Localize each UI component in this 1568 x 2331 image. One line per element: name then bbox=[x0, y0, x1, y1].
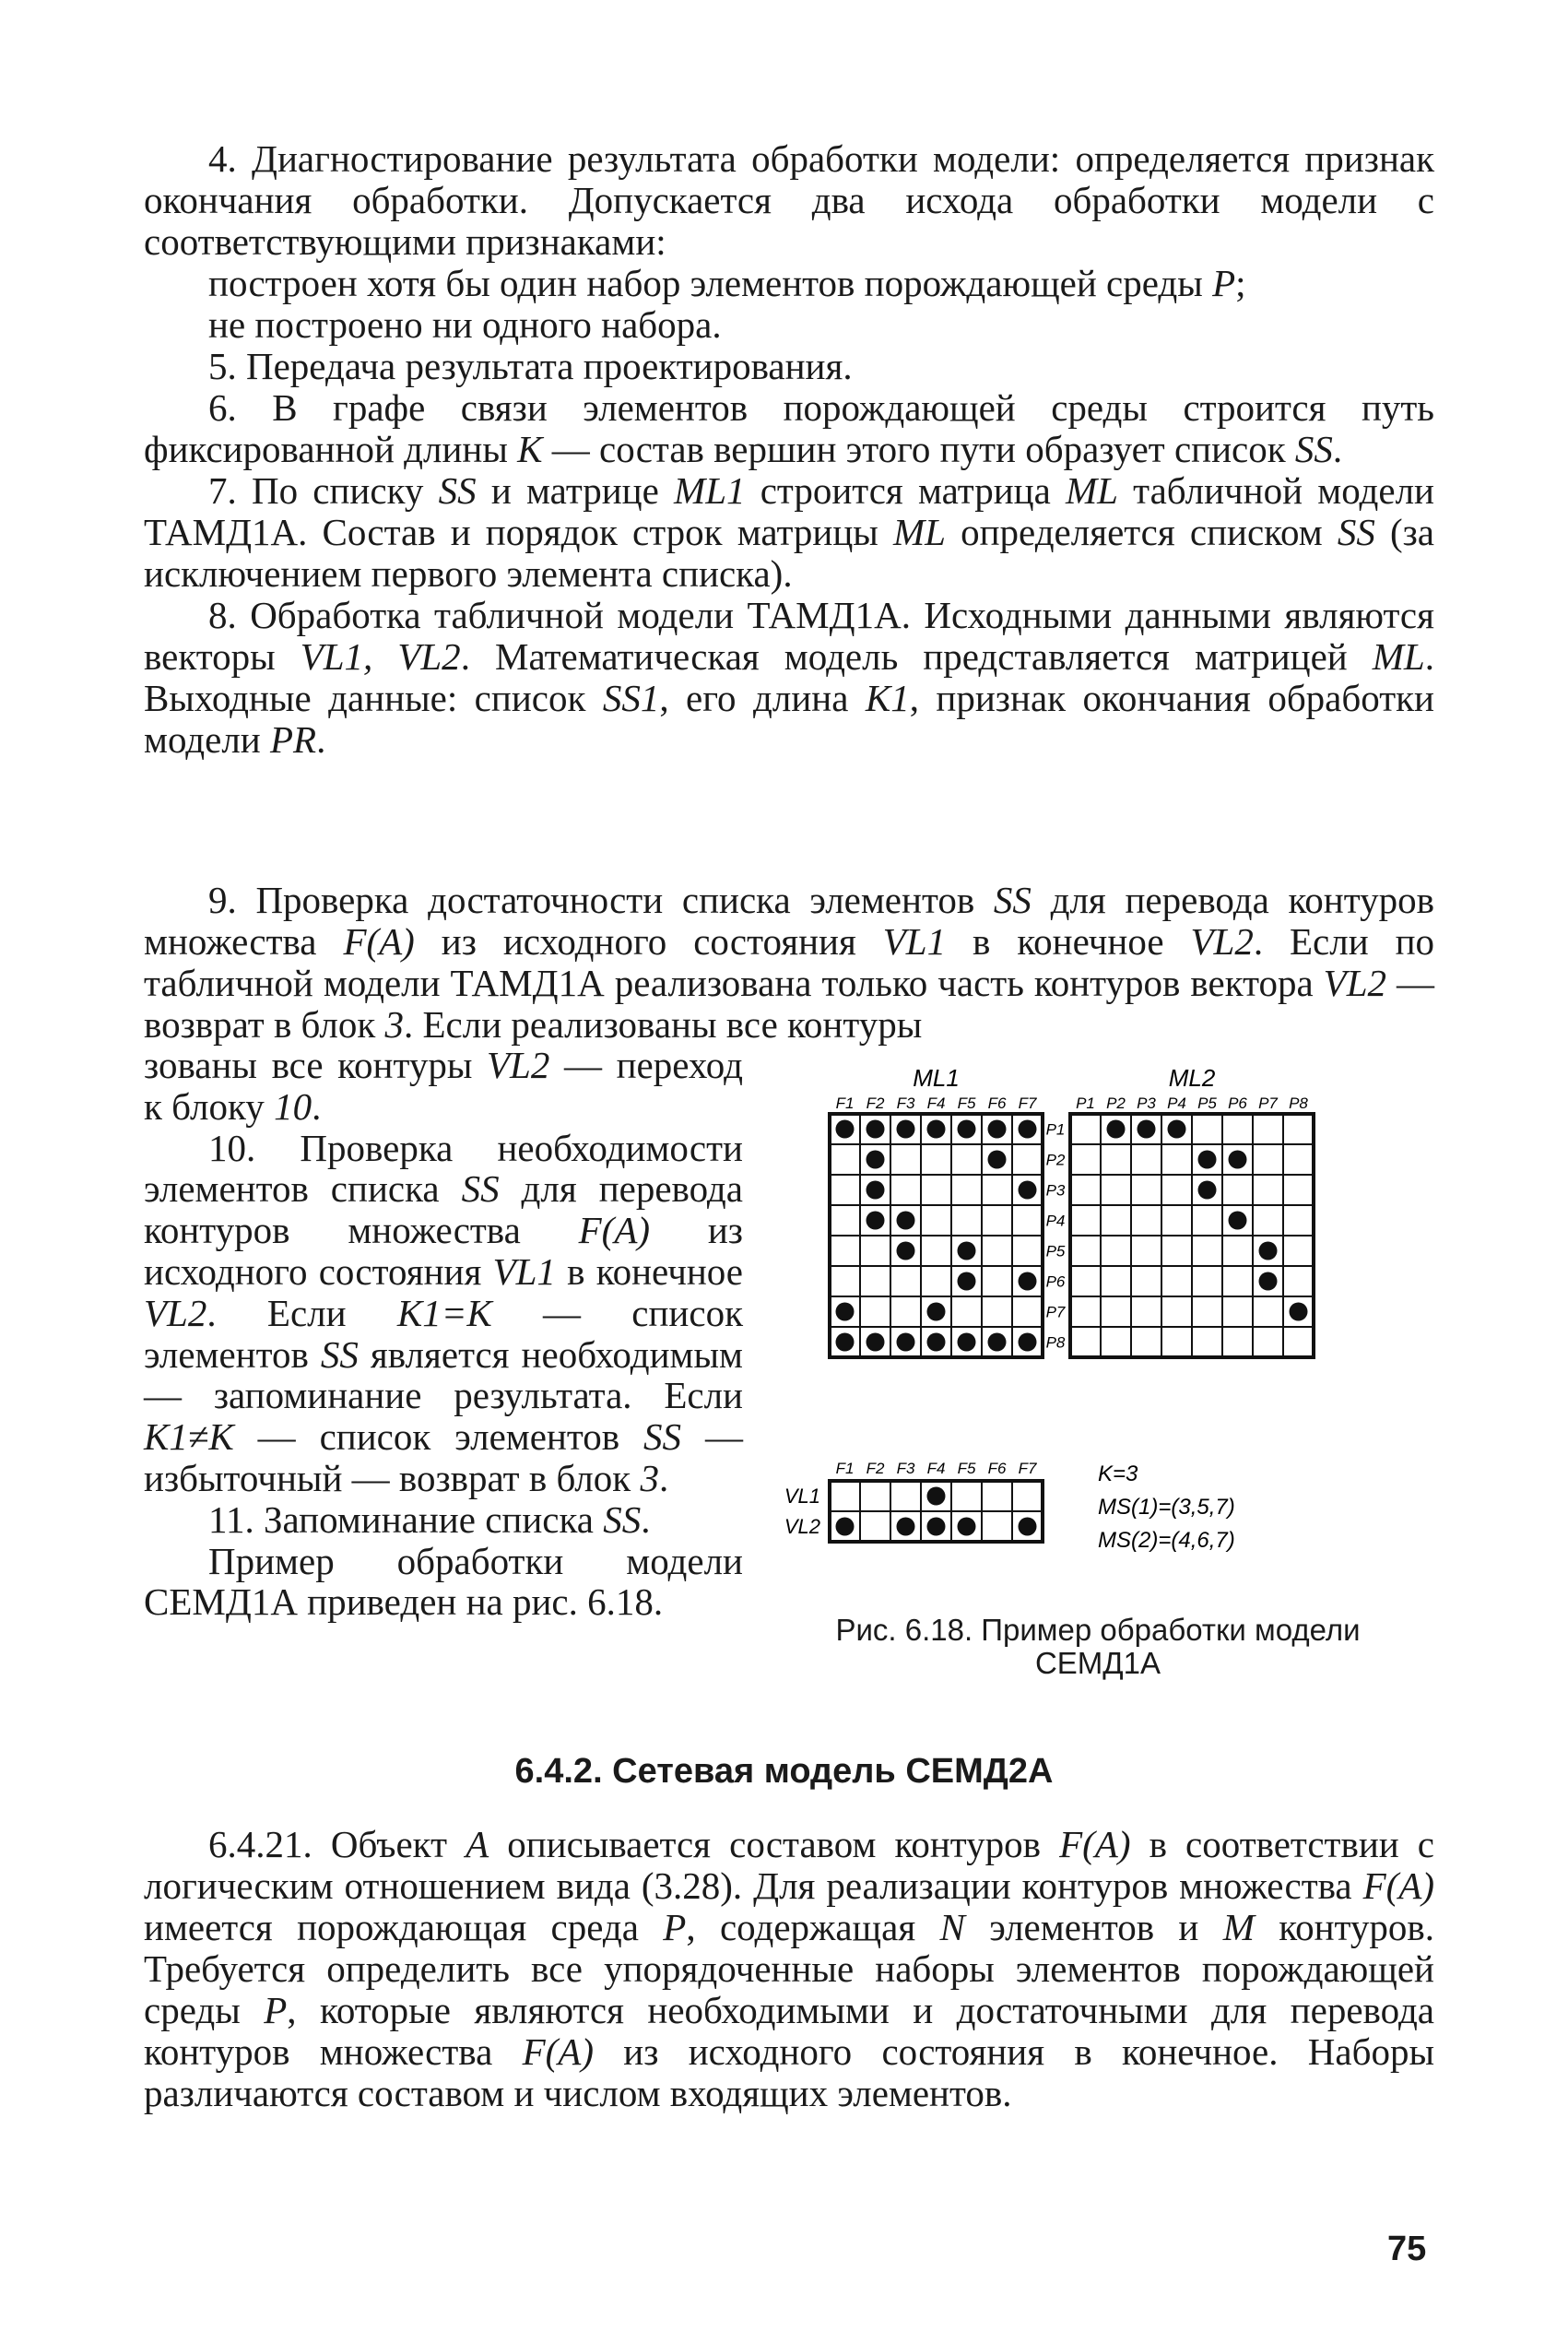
ml1-dot bbox=[897, 1242, 915, 1260]
ml2-column-label: P5 bbox=[1197, 1095, 1217, 1112]
item-6: 6. В графе связи элементов порождающей среды строится путь фиксированной длины K — состав вершин этого пути образует список SS. bbox=[144, 386, 1434, 470]
row-label: P5 bbox=[1045, 1242, 1066, 1260]
ml1-dot bbox=[988, 1151, 1007, 1169]
ml1-dot bbox=[958, 1272, 976, 1291]
ml1-column-label: F7 bbox=[1018, 1095, 1037, 1112]
ml2-dot bbox=[1107, 1120, 1126, 1139]
ml1-dot bbox=[1019, 1272, 1037, 1291]
ml1-dot bbox=[988, 1120, 1007, 1139]
ml1-title: ML1 bbox=[913, 1064, 960, 1092]
vl2-dot bbox=[836, 1518, 855, 1536]
vector-column-label: F3 bbox=[896, 1460, 915, 1477]
narrow-column bbox=[144, 1045, 743, 1623]
vector-column-label: F2 bbox=[866, 1460, 885, 1477]
ml1-dot bbox=[867, 1151, 885, 1169]
ml1-column-label: F2 bbox=[866, 1095, 885, 1112]
k-value: K=3 bbox=[1098, 1461, 1138, 1486]
vector-column-label: F7 bbox=[1018, 1460, 1037, 1477]
ml2-column-label: P7 bbox=[1258, 1095, 1278, 1112]
item-9-continued: зованы все контуры VL2 — переход к блоку 10. bbox=[144, 1044, 743, 1128]
ml2-dot bbox=[1229, 1212, 1247, 1230]
vl2-dot bbox=[897, 1518, 915, 1536]
row-label: P1 bbox=[1045, 1120, 1066, 1139]
row-label: P6 bbox=[1045, 1272, 1066, 1291]
ml1-dot bbox=[897, 1333, 915, 1352]
ml1-column-label: F5 bbox=[957, 1095, 976, 1112]
item-9: 9. Проверка достаточности списка элементов SS для перевода контуров множества F(A) из исходного состояния VL1 в конечное VL2. Если по табличной модели ТАМД1А реализована только часть контуров вектора VL2 — возврат в блок 3. Если реализованы все контуры bbox=[144, 879, 1435, 1046]
caption-line-2: СЕМД1А bbox=[1034, 1646, 1161, 1680]
ml1-dot bbox=[927, 1120, 946, 1139]
row-label: P8 bbox=[1045, 1333, 1066, 1352]
ml1-dot bbox=[1019, 1333, 1037, 1352]
ml1-column-label: F6 bbox=[987, 1095, 1007, 1112]
figure-svg bbox=[765, 1051, 1438, 1604]
vl2-dot bbox=[927, 1518, 946, 1536]
ml1-dot bbox=[958, 1120, 976, 1139]
row-label: P3 bbox=[1045, 1181, 1066, 1200]
ml2-dot bbox=[1259, 1272, 1278, 1291]
ml1-dot bbox=[958, 1242, 976, 1260]
ml1-dot bbox=[836, 1120, 855, 1139]
ml1-column-label: F3 bbox=[896, 1095, 915, 1112]
ml2-column-label: P4 bbox=[1167, 1095, 1186, 1112]
ml2-column-label: P3 bbox=[1137, 1095, 1156, 1112]
ml1-dot bbox=[867, 1212, 885, 1230]
vl2-dot bbox=[958, 1518, 976, 1536]
vector-column-label: F6 bbox=[987, 1460, 1007, 1477]
ml1-dot bbox=[897, 1120, 915, 1139]
item-5: 5. Передача результата проектирования. bbox=[208, 345, 853, 387]
item-4-outcome-2: не построено ни одного набора. bbox=[208, 303, 722, 346]
ml1-dot bbox=[897, 1212, 915, 1230]
ml1-dot bbox=[867, 1333, 885, 1352]
ml2-dot bbox=[1290, 1303, 1308, 1321]
ml1-column-label: F4 bbox=[926, 1095, 946, 1112]
item-11: 11. Запоминание списка SS. bbox=[208, 1497, 651, 1541]
row-label: P4 bbox=[1045, 1212, 1066, 1230]
ml1-dot bbox=[988, 1333, 1007, 1352]
ml1-dot bbox=[867, 1120, 885, 1139]
vl1-dot bbox=[927, 1487, 946, 1506]
ml1-dot bbox=[958, 1333, 976, 1352]
vl1-label: VL1 bbox=[784, 1485, 820, 1508]
example-reference: Пример обработки модели СЕМД1А приведен на рис. 6.18. bbox=[144, 1539, 743, 1624]
vector-column-label: F4 bbox=[926, 1460, 946, 1477]
ml2-dot bbox=[1259, 1242, 1278, 1260]
section-heading: 6.4.2. Сетевая модель СЕМД2А bbox=[514, 1752, 1054, 1791]
ml2-column-label: P1 bbox=[1076, 1095, 1095, 1112]
ml1-dot bbox=[927, 1303, 946, 1321]
ml2-column-label: P8 bbox=[1289, 1095, 1308, 1112]
ml2-dot bbox=[1168, 1120, 1186, 1139]
item-4-outcome-1: построен хотя бы один набор элементов порождающей среды P; bbox=[208, 262, 1246, 304]
item-7: 7. По списку SS и матрице ML1 строится матрица ML табличной модели ТАМД1А. Состав и порядок строк матрицы ML определяется списком SS (за исключением первого элемента списка). bbox=[144, 469, 1434, 595]
vector-column-label: F5 bbox=[957, 1460, 976, 1477]
ml1-dot bbox=[836, 1333, 855, 1352]
ms1-value: MS(1)=(3,5,7) bbox=[1098, 1495, 1235, 1520]
item-4: 4. Диагностирование результата обработки модели: определяется признак окончания обработки. Допускается два исхода обработки модели с соответствующими признаками: bbox=[144, 137, 1434, 263]
caption-line-1: Рис. 6.18. Пример обработки модели bbox=[835, 1613, 1361, 1647]
ml1-column-label: F1 bbox=[835, 1095, 855, 1112]
ml2-dot bbox=[1198, 1181, 1217, 1200]
ml1-dot bbox=[1019, 1181, 1037, 1200]
figure-caption bbox=[761, 1614, 1434, 1680]
ml2-column-label: P2 bbox=[1106, 1095, 1126, 1112]
item-10: 10. Проверка необходимости элементов списка SS для перевода контуров множества F(A) из исходного состояния VL1 в конечное VL2. Если K1=K — список элементов SS является необходимым — запоминание результата. Если K1≠K — список элементов SS — избыточный — возврат в блок 3. bbox=[144, 1126, 743, 1499]
vector-column-label: F1 bbox=[835, 1460, 855, 1477]
item-8: 8. Обработка табличной модели ТАМД1А. Исходными данными являются векторы VL1, VL2. Математическая модель представляется матрицей ML. Выходные данные: список SS1, его длина K1, признак окончания обработки модели PR. bbox=[144, 594, 1434, 761]
page-number: 75 bbox=[1387, 2230, 1427, 2268]
row-label: P2 bbox=[1045, 1151, 1066, 1169]
ml1-dot bbox=[867, 1181, 885, 1200]
ml2-column-label: P6 bbox=[1228, 1095, 1247, 1112]
ms2-value: MS(2)=(4,6,7) bbox=[1098, 1528, 1235, 1553]
vl2-label: VL2 bbox=[784, 1515, 820, 1538]
ml1-dot bbox=[927, 1333, 946, 1352]
vl2-dot bbox=[1019, 1518, 1037, 1536]
ml2-dot bbox=[1198, 1151, 1217, 1169]
ml1-dot bbox=[1019, 1120, 1037, 1139]
row-label: P7 bbox=[1045, 1303, 1066, 1321]
upper-text bbox=[144, 138, 1434, 761]
ml2-title: ML2 bbox=[1168, 1064, 1216, 1092]
figure-6-18 bbox=[765, 1051, 1438, 1697]
ml2-dot bbox=[1138, 1120, 1156, 1139]
ml1-dot bbox=[836, 1303, 855, 1321]
ml2-dot bbox=[1229, 1151, 1247, 1169]
section-6-4-21: 6.4.21. Объект A описывается составом контуров F(A) в соответствии с логическим отношением вида (3.28). Для реализации контуров множества F(A) имеется порождающая среда P, содержащая N элементов и M контуров. Требуется определить все упорядоченные наборы элементов порождающей среды P, которые являются необходимыми и достаточными для перевода контуров множества F(A) из исходного состояния в конечное. Наборы различаются составом и числом входящих элементов. bbox=[144, 1823, 1435, 2114]
